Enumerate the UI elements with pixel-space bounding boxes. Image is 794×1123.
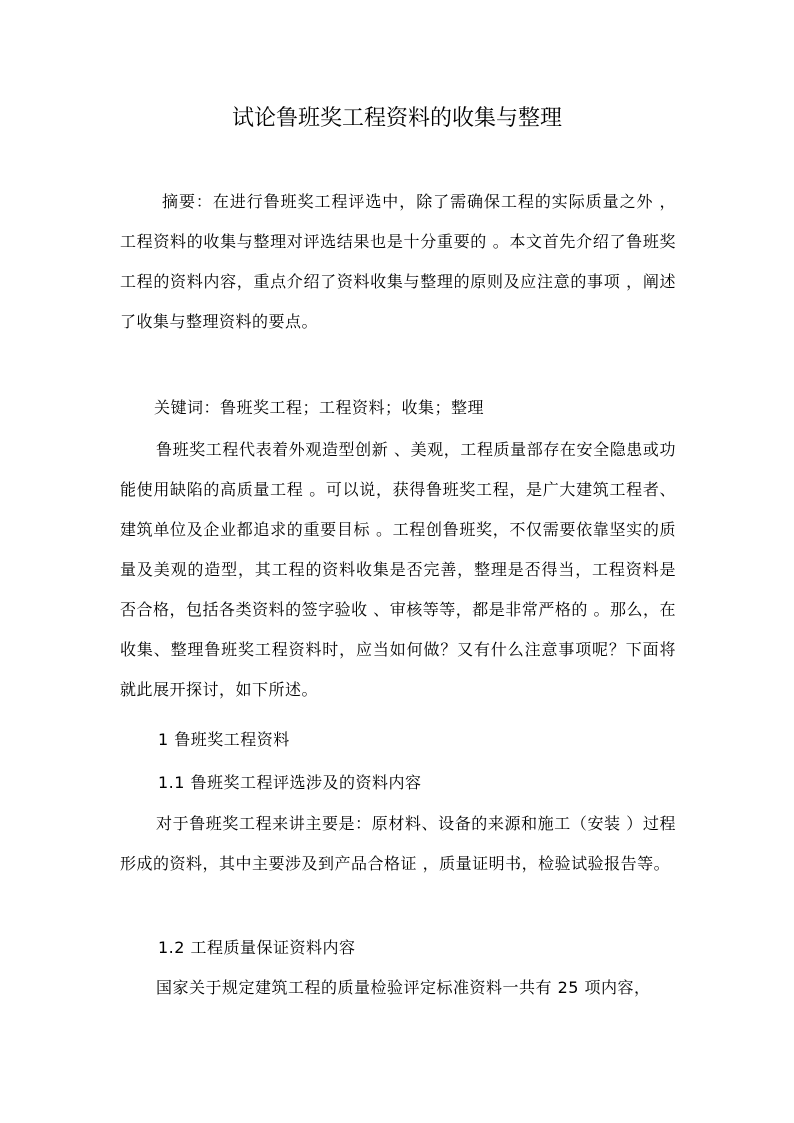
- keywords-line: 关键词：鲁班奖工程；工程资料；收集；整理: [154, 398, 485, 417]
- section-1-2-paragraph: 国家关于规定建筑工程的质量检验评定标准资料一共有 25 项内容，: [156, 978, 651, 997]
- section-1-2-heading: 1.2 工程质量保证资料内容: [158, 938, 356, 957]
- abstract-paragraph: 摘要：在进行鲁班奖工程评选中，除了需确保工程的实际质量之外 ，工程资料的收集与整理对评选结果也是十分重要的 。本文首先介绍了鲁班奖工程的资料内容，重点介绍了资料收集与整理的原则及应注意的事项 ，阐述了收集与整理资料的要点。: [120, 192, 676, 331]
- document-title: 试论鲁班奖工程资料的收集与整理: [231, 106, 562, 131]
- intro-paragraph: 鲁班奖工程代表着外观造型创新 、美观，工程质量部存在安全隐患或功能使用缺陷的高质量工程 。可以说，获得鲁班奖工程，是广大建筑工程者、建筑单位及企业都追求的重要目标 。工程创鲁班奖，不仅需要依靠坚实的质量及美观的造型，其工程的资料收集是否完善，整理是否得当，工程资料是否合格，包括各类资料的签字验收 、审核等等，都是非常严格的 。那么，在收集、整理鲁班奖工程资料时，应当如何做？又有什么注意事项呢？下面将就此展开探讨，如下所述。: [120, 440, 676, 699]
- section-1-1-heading: 1.1 鲁班奖工程评选涉及的资料内容: [158, 773, 422, 792]
- section-1-heading: 1 鲁班奖工程资料: [158, 730, 290, 749]
- section-1-1-paragraph: 对于鲁班奖工程来讲主要是：原材料、设备的来源和施工（安装 ）过程形成的资料，其中主要涉及到产品合格证 ，质量证明书，检验试验报告等。: [120, 814, 676, 873]
